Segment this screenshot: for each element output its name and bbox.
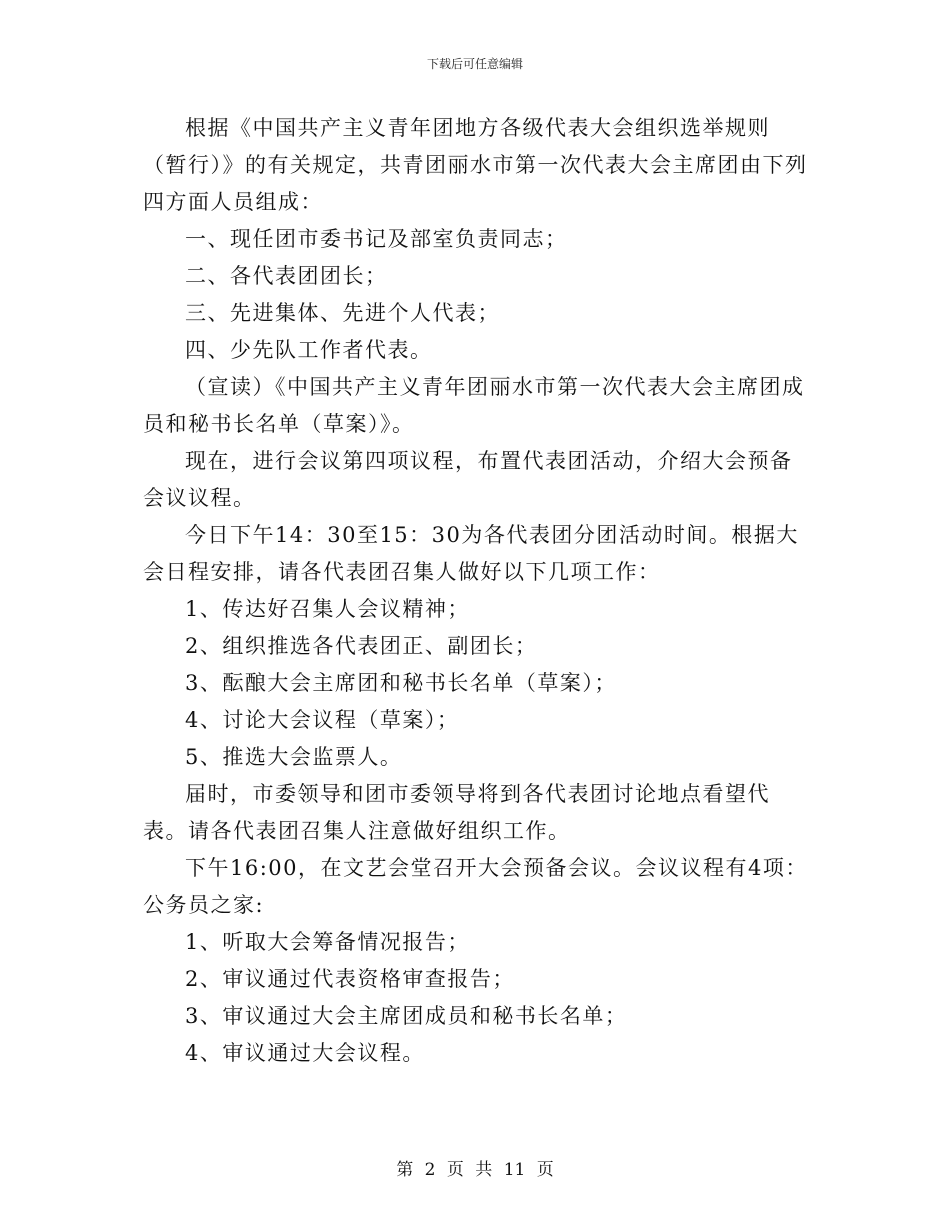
list-item: 5、推选大会监票人。 <box>185 745 403 769</box>
paragraph: 现在，进行会议第四项议程，布置代表团活动，介绍大会预备会议议程。 <box>143 449 793 510</box>
page-footer: 第 2 页 共 11 页 <box>396 1160 554 1180</box>
list-item: 4、审议通过大会议程。 <box>185 1041 425 1065</box>
list-item: 一、现任团市委书记及部室负责同志； <box>185 227 568 251</box>
list-item: 3、酝酿大会主席团和秘书长名单（草案）； <box>185 671 617 695</box>
list-item: 四、少先队工作者代表。 <box>185 338 433 362</box>
document-body <box>143 110 813 1072</box>
paragraph: 下午16:00，在文艺会堂召开大会预备会议。会议议程有4项：公务员之家: <box>143 856 808 917</box>
list-item: 3、审议通过大会主席团成员和秘书长名单； <box>185 1004 628 1028</box>
list-item: 2、审议通过代表资格审查报告； <box>185 967 515 991</box>
list-item: 二、各代表团团长； <box>185 264 388 288</box>
list-item: 三、先进集体、先进个人代表； <box>185 301 500 325</box>
paragraph: 届时，市委领导和团市委领导将到各代表团讨论地点看望代表。请各代表团召集人注意做好组织工作。 <box>143 782 770 843</box>
list-item: 1、听取大会筹备情况报告； <box>185 930 470 954</box>
paragraph: 根据《中国共产主义青年团地方各级代表大会组织选举规则（暂行）》的有关规定，共青团丽水市第一次代表大会主席团由下列四方面人员组成： <box>143 116 808 214</box>
list-item: 4、讨论大会议程（草案）； <box>185 708 460 732</box>
list-item: 2、组织推选各代表团正、副团长； <box>185 634 538 658</box>
page-header: 下载后可任意编辑 <box>426 57 523 71</box>
paragraph: （宣读）《中国共产主义青年团丽水市第一次代表大会主席团成员和秘书长名单（草案）》。 <box>143 375 805 436</box>
list-item: 1、传达好召集人会议精神； <box>185 597 470 621</box>
paragraph: 今日下午14：30至15：30为各代表团分团活动时间。根据大会日程安排，请各代表团召集人做好以下几项工作： <box>143 523 799 584</box>
